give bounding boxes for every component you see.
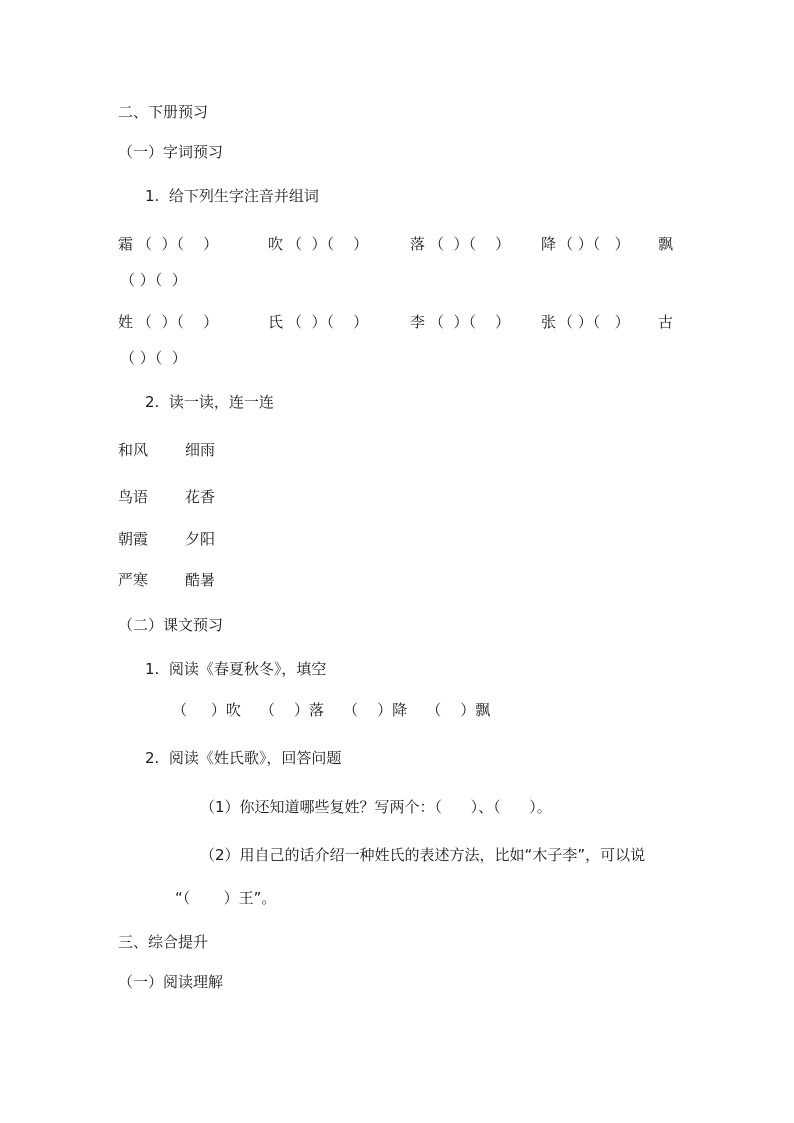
match-right: 酷暑 [185, 571, 216, 589]
fill-blank-line: （ ）吹 （ ）落 （ ）降 （ ）飘 [172, 701, 491, 719]
char: 氏 [268, 313, 284, 331]
paren-blank: （ ）（ ） [287, 235, 369, 253]
match-right: 细雨 [185, 441, 216, 459]
paren-blank: （ ）（ ） [558, 235, 630, 253]
paren-blank: （ ）（ ） [137, 235, 219, 253]
paren-blank: （ ）（ ） [287, 313, 369, 331]
question-1-title: 1. 给下列生字注音并组词 [145, 187, 319, 205]
char: 落 [410, 235, 426, 253]
char-row-1 [0, 234, 794, 254]
char-row-2 [0, 312, 794, 332]
char: 霜 [118, 235, 134, 253]
subsection-title-reading: （一）阅读理解 [118, 973, 224, 991]
match-left: 严寒 [118, 571, 149, 589]
char: 古 [658, 313, 674, 331]
char: 姓 [118, 313, 134, 331]
match-left: 朝霞 [118, 530, 149, 548]
paren-wrap: （ ）（ ） [120, 271, 187, 289]
question-4-1: （1）你还知道哪些复姓？写两个：（ ）、（ ）。 [200, 798, 552, 816]
subsection-title-vocab: （一）字词预习 [118, 143, 224, 161]
question-2-title: 2. 读一读，连一连 [145, 393, 274, 411]
char: 吹 [268, 235, 284, 253]
subsection-title-text: （二）课文预习 [118, 616, 224, 634]
paren-wrap: （ ）（ ） [120, 349, 187, 367]
paren-blank: （ ）（ ） [429, 313, 511, 331]
match-right: 夕阳 [185, 530, 216, 548]
char: 飘 [658, 235, 674, 253]
paren-blank: （ ）（ ） [558, 313, 630, 331]
char: 降 [541, 235, 557, 253]
match-left: 和风 [118, 441, 149, 459]
question-3-title: 1. 阅读《春夏秋冬》，填空 [145, 660, 327, 678]
paren-blank: （ ）（ ） [137, 313, 219, 331]
question-4-2-line2: “（ ）王”。 [175, 889, 277, 907]
section-title-3: 三、综合提升 [118, 933, 209, 951]
question-4-2-line1: （2）用自己的话介绍一种姓氏的表述方法，比如“木子李”，可以说 [200, 846, 646, 864]
question-4-title: 2. 阅读《姓氏歌》，回答问题 [145, 749, 342, 767]
match-left: 鸟语 [118, 488, 149, 506]
char: 张 [541, 313, 557, 331]
section-title-2: 二、下册预习 [118, 103, 209, 121]
char: 李 [410, 313, 426, 331]
paren-blank: （ ）（ ） [429, 235, 511, 253]
match-right: 花香 [185, 488, 216, 506]
